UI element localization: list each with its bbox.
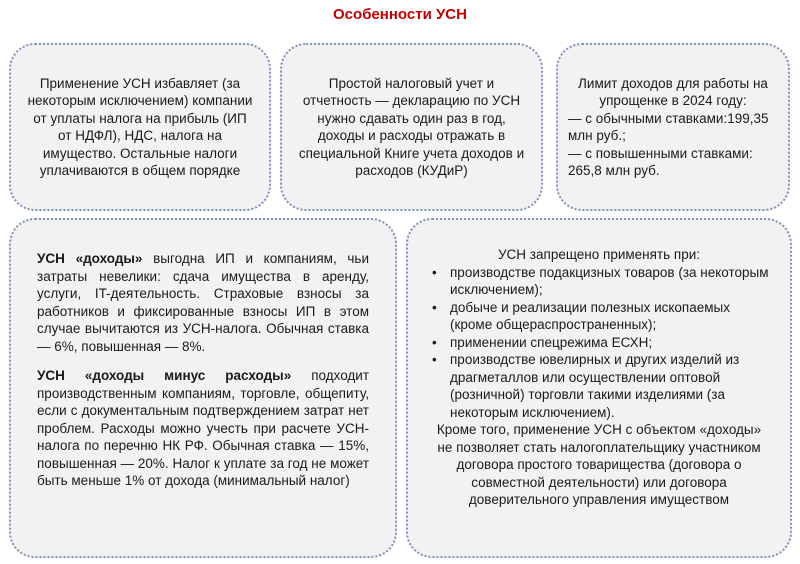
restrictions-list xyxy=(428,264,770,422)
income-limit-content xyxy=(568,75,778,180)
bullet-icon: • xyxy=(432,264,437,280)
bullet-icon: • xyxy=(432,352,437,367)
usn-income-description: выгодна ИП и компаниям, чьи затраты невелики: сдача имущества в аренду, услуги, IT-деятельность. Страховые взносы за работников и фиксированные взносы ИП в этом случае вычитаются из УСН-налога. Обычная ставка — 6%, повышенная — 8%. xyxy=(37,251,369,354)
usn-income-minus-expenses-description: подходит производственным компаниям, торговле, общепиту, если с документальным подтверждением затрат нет проблем. Расходы можно учесть при расчете УСН-налога по перечню НК РФ. Обычная ставка — 15%, повышенная — 20%. Налог к уплате за год не может быть меньше 1% от дохода (минимальный налог) xyxy=(37,368,370,488)
bullet-icon: • xyxy=(432,299,437,315)
page-title: Особенности УСН xyxy=(333,6,467,23)
info-box-simple-accounting xyxy=(280,43,543,211)
info-box-tax-exemption xyxy=(9,43,271,211)
info-box-restrictions xyxy=(406,218,792,558)
info-box-usn-objects xyxy=(9,218,397,558)
income-limit-increased: — с повышенными ставками: 265,8 млн руб. xyxy=(568,145,753,178)
bullet-icon: • xyxy=(432,334,437,350)
usn-income-paragraph xyxy=(37,250,369,355)
income-limit-regular: — с обычными ставками:199,35 млн руб.; xyxy=(568,110,769,143)
usn-income-minus-expenses-paragraph xyxy=(37,367,369,490)
list-item: • добыче и реализации полезных ископаемых (кроме общераспространенных); xyxy=(432,299,730,332)
restrictions-note: Кроме того, применение УСН с объектом «доходы» не позволяет стать налогоплательщику участником договора простого товарищества (договора о совместной деятельности) или договора доверительного управления имуществом xyxy=(436,422,762,507)
list-item: • применении спецрежима ЕСХН; xyxy=(432,334,653,350)
info-box-text: Применение УСН избавляет (за некоторым исключением) компании от уплаты налога на прибыль (ИП от НДФЛ), НДС, налога на имущество. Остальные налоги уплачиваются в общем порядке xyxy=(27,75,253,178)
usn-income-minus-expenses-term: УСН «доходы минус расходы» xyxy=(37,368,292,383)
info-box-income-limit xyxy=(556,43,790,211)
info-box-text: Простой налоговый учет и отчетность — декларацию по УСН нужно сдавать один раз в год, доходы и расходы отражать в специальной Книге учета доходов и расходов (КУДиР) xyxy=(298,75,525,178)
income-limit-heading: Лимит доходов для работы на упрощенке в 2024 году: xyxy=(578,75,768,108)
usn-income-term: УСН «доходы» xyxy=(37,251,143,266)
restrictions-heading: УСН запрещено применять при: xyxy=(497,247,701,262)
list-item: • производстве подакцизных товаров (за некоторым исключением); xyxy=(432,264,769,297)
list-item: • производстве ювелирных и других изделий из драгметаллов или осуществлении оптовой (розничной) торговли такими изделиями (за некоторым исключением). xyxy=(432,352,740,420)
